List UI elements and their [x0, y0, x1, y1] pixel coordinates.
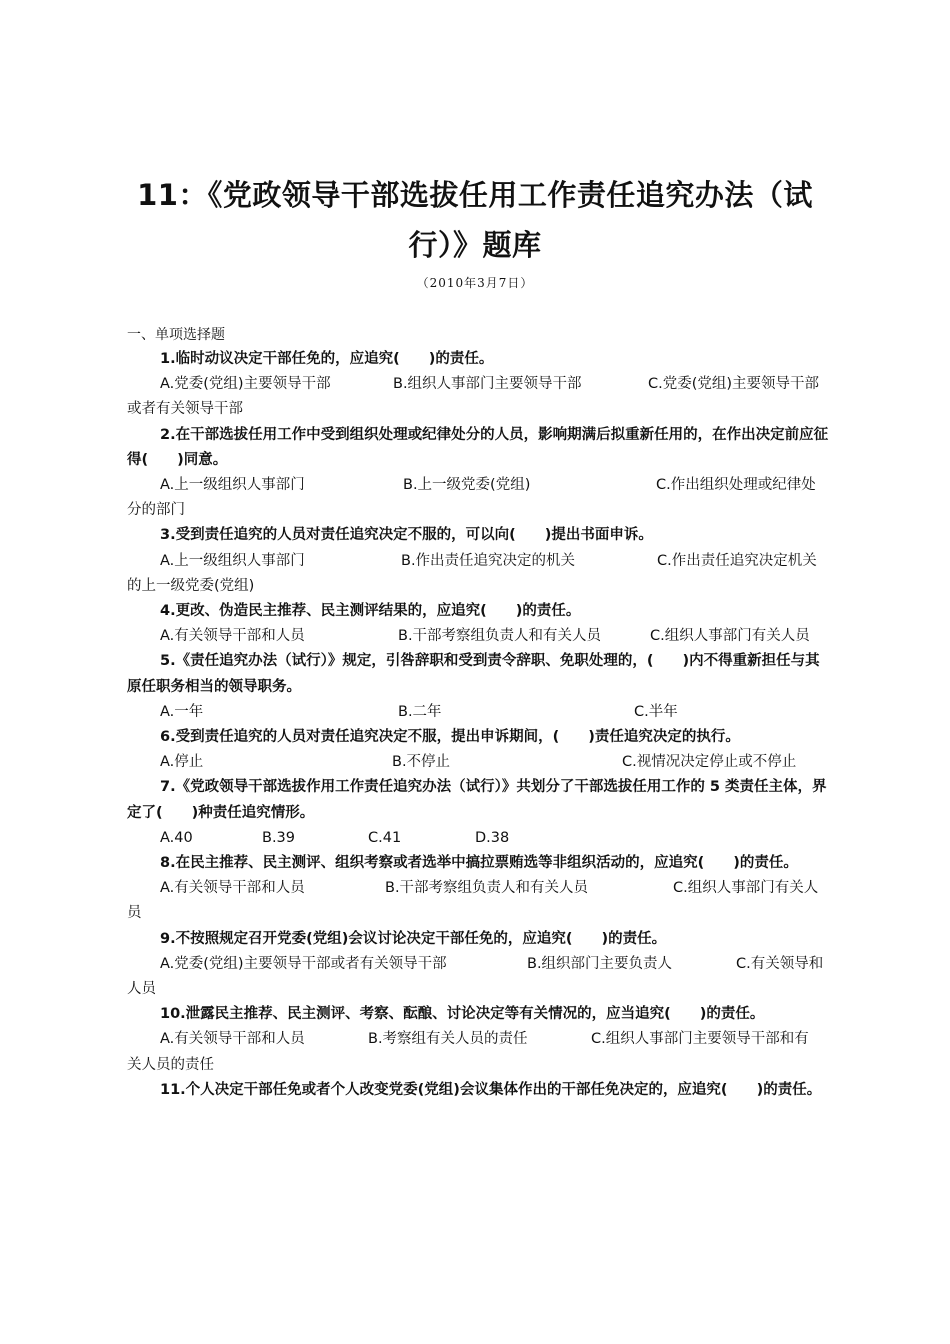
option: C.组织人事部门有关人: [673, 880, 819, 897]
option: A.有关领导干部和人员: [160, 880, 305, 897]
option: C.党委(党组)主要领导干部: [648, 376, 820, 393]
question-4-options: [127, 624, 832, 649]
option: B.考察组有关人员的责任: [368, 1031, 528, 1048]
option-continuation: 人员: [127, 981, 156, 998]
option: D.38: [475, 829, 510, 846]
option: B.组织部门主要负责人: [527, 955, 673, 972]
question-3-options: [127, 549, 832, 574]
option: A.党委(党组)主要领导干部或者有关领导干部: [160, 955, 447, 972]
option: C.视情况决定停止或不停止: [622, 754, 797, 771]
option: C.有关领导和: [736, 955, 824, 972]
question-5-options: [127, 700, 832, 725]
question-1: 1.临时动议决定干部任免的，应追究( )的责任。: [160, 351, 494, 367]
option: A.上一级组织人事部门: [160, 552, 305, 569]
question-5: 5.《责任追究办法（试行）》规定，引咎辞职和受到责令辞职、免职处理的，( )内不得重新担任与其原任职务相当的领导职务。: [127, 653, 820, 695]
option: C.半年: [634, 703, 678, 720]
option-continuation: 的上一级党委(党组): [127, 577, 255, 594]
page-title: [120, 170, 830, 270]
option: B.干部考察组负责人和有关人员: [385, 880, 589, 897]
option-continuation: 关人员的责任: [127, 1056, 214, 1073]
question-8: 8.在民主推荐、民主测评、组织考察或者选举中搞拉票贿选等非组织活动的，应追究( )的责任。: [160, 855, 798, 872]
question-6-options: [127, 750, 832, 775]
option: A.党委(党组)主要领导干部: [160, 376, 331, 393]
option: B.二年: [398, 703, 442, 720]
option: C.41: [368, 829, 402, 846]
question-2: 2.在干部选拔任用工作中受到组织处理或纪律处分的人员，影响期满后拟重新任用的，在作出决定前应征得( )同意。: [127, 426, 829, 468]
question-list: [127, 347, 832, 1103]
date-line: （2010年3月7日）: [416, 276, 534, 290]
question-6: 6.受到责任追究的人员对责任追究决定不服，提出申诉期间，( )责任追究决定的执行。: [160, 729, 740, 746]
question-1-options: [127, 372, 832, 397]
question-3: 3.受到责任追究的人员对责任追究决定不服的，可以向( )提出书面申诉。: [160, 527, 653, 544]
option: C.作出组织处理或纪律处: [656, 477, 816, 494]
option: C.组织人事部门有关人员: [650, 628, 810, 645]
option-continuation: 或者有关领导干部: [127, 401, 243, 418]
question-10-options: [127, 1027, 832, 1052]
title-line-1: 11：《党政领导干部选拔任用工作责任追究办法（试: [137, 178, 813, 212]
option: B.干部考察组负责人和有关人员: [398, 628, 602, 645]
question-9: 9.不按照规定召开党委(党组)会议讨论决定干部任免的，应追究( )的责任。: [160, 930, 667, 947]
question-7-options: [127, 826, 832, 851]
question-10: 10.泄露民主推荐、民主测评、考察、酝酿、讨论决定等有关情况的，应当追究( )的责任。: [160, 1006, 765, 1023]
option: B.组织人事部门主要领导干部: [393, 376, 582, 393]
option: B.上一级党委(党组): [403, 477, 531, 494]
option: C.组织人事部门主要领导干部和有: [591, 1031, 809, 1048]
question-9-options: [127, 952, 832, 977]
option-continuation: 员: [127, 905, 142, 922]
option: C.作出责任追究决定机关: [657, 552, 817, 569]
question-4: 4.更改、伪造民主推荐、民主测评结果的，应追究( )的责任。: [160, 603, 581, 620]
option: A.40: [160, 829, 193, 846]
option: A.上一级组织人事部门: [160, 477, 305, 494]
question-8-options: [127, 876, 832, 901]
question-2-options: [127, 473, 832, 498]
option: A.有关领导干部和人员: [160, 628, 305, 645]
option: B.39: [262, 829, 296, 846]
question-7: 7.《党政领导干部选拔作用工作责任追究办法（试行）》共划分了干部选拔任用工作的 5 类责任主体，界定了( )种责任追究情形。: [127, 779, 827, 821]
option-continuation: 分的部门: [127, 502, 185, 519]
title-line-2: 行）》题库: [408, 228, 542, 262]
option: A.停止: [160, 754, 204, 771]
option: B.作出责任追究决定的机关: [401, 552, 576, 569]
option: B.不停止: [392, 754, 451, 771]
option: A.一年: [160, 703, 204, 720]
option: A.有关领导干部和人员: [160, 1031, 305, 1048]
section-heading: 一、单项选择题: [127, 327, 225, 343]
question-11: 11.个人决定干部任免或者个人改变党委(党组)会议集体作出的干部任免决定的，应追究( )的责任。: [160, 1081, 822, 1098]
